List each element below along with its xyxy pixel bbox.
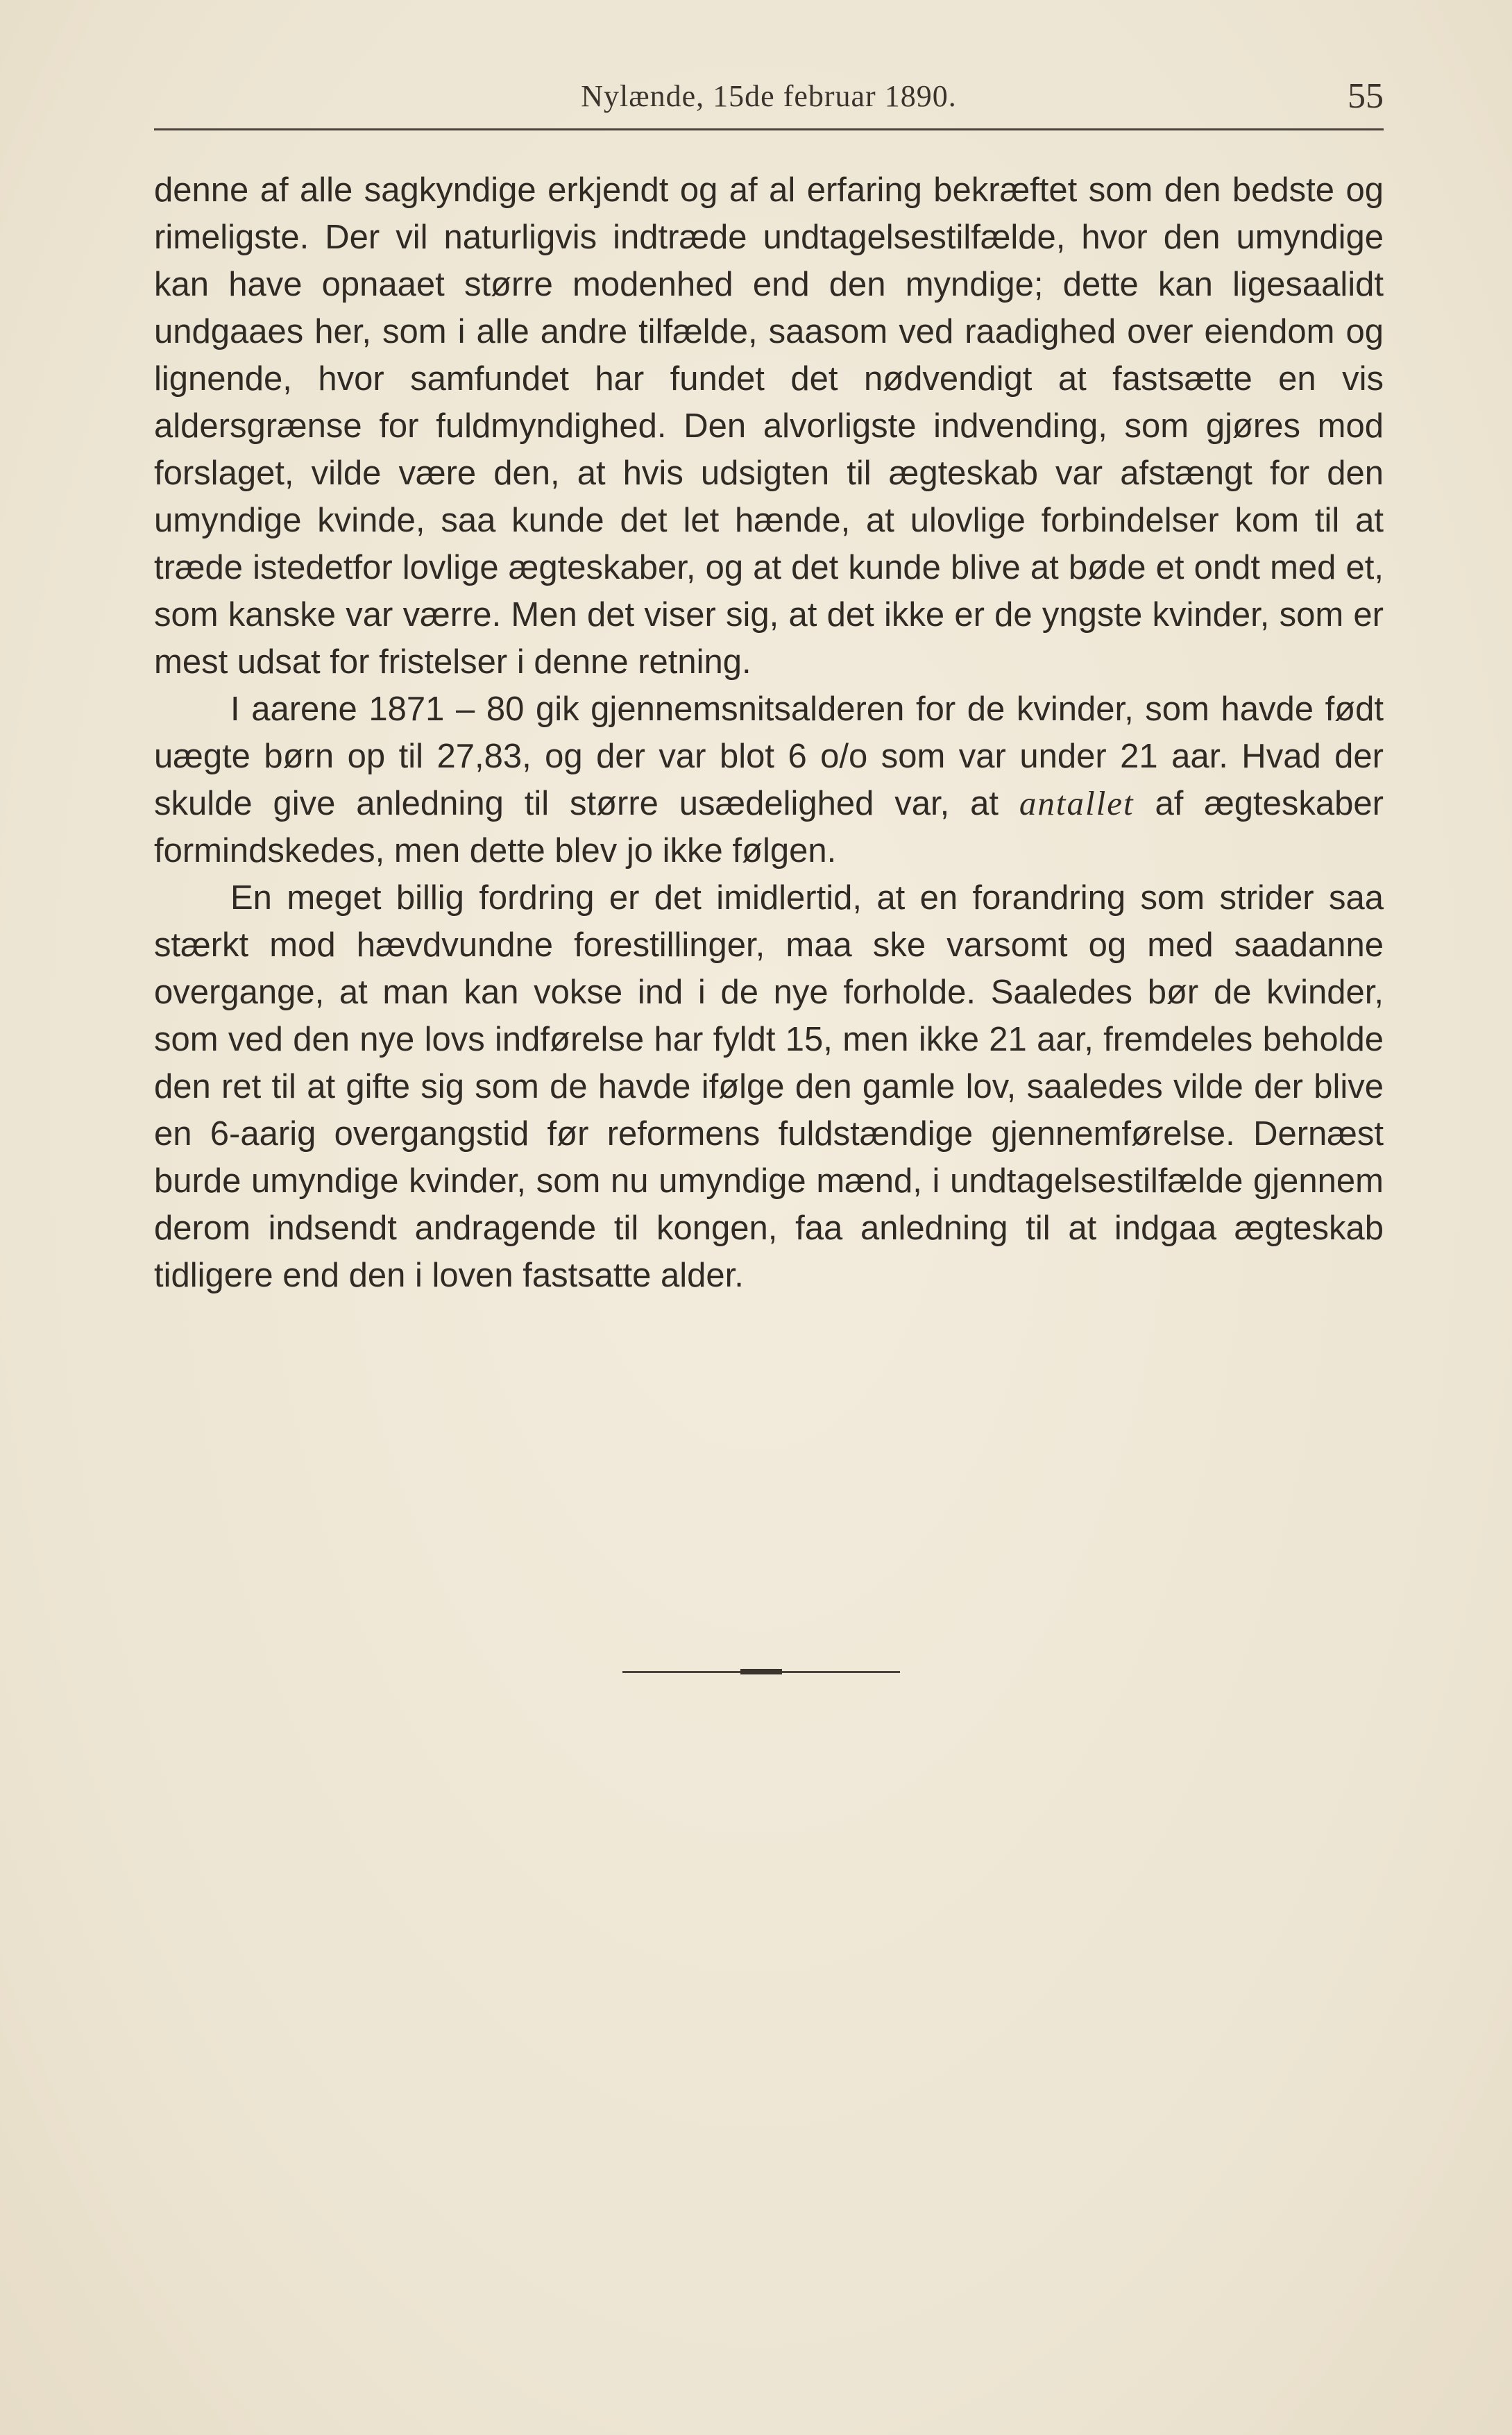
body-text [154,167,1384,1299]
text-segment: af ægteskaber formindskedes, men dette blev jo ikke følgen. [154,785,1384,869]
emphasized-word: antallet [1019,784,1135,822]
page-header [154,73,1384,130]
divider-ornament [740,1669,782,1674]
text-segment: denne af alle sagkyndige erkjendt og af al erfaring bekræftet som den bedste og rimeligste. Der vil naturligvis indtræde undtagelsestilfælde, hvor den umyndige kan have opnaaet større modenhed end den myndige; dette kan ligesaalidt undgaaes her, som i alle andre tilfælde, saasom ved raadighed over eiendom og lignende, hvor samfundet har fundet det nødvendigt at fastsætte en vis aldersgrænse for fuldmyndighed. Den alvorligste indvending, som gjøres mod forslaget, vilde være den, at hvis udsigten til ægteskab var afstængt for den umyndige kvinde, saa kunde det let hænde, at ulovlige forbindelser kom til at træde istedetfor lovlige ægteskaber, og at det kunde blive at bøde et ondt med et, som kanske var værre. Men det viser sig, at det ikke er de yngste kvinder, som er mest udsat for fristelser i denne retning. [154,171,1384,681]
paragraph [154,874,1384,1299]
text-segment: I aarene 1871 – 80 gik gjennemsnitsalderen for de kvinder, som havde født uægte børn op til 27,83, og der var blot 6 o/o som var under 21 aar. Hvad der skulde give anledning til større usædelighed var, at [154,690,1384,822]
page-number: 55 [1348,76,1384,116]
running-title: Nylænde, 15de februar 1890. [581,79,957,113]
text-segment: En meget billig fordring er det imidlertid, at en forandring som strider saa stærkt mod hævdvundne forestillinger, maa ske varsomt og med saadanne overgange, at man kan vokse ind i de nye forholde. Saaledes bør de kvinder, som ved den nye lovs indførelse har fyldt 15, men ikke 21 aar, fremdeles beholde den ret til at gifte sig som de havde ifølge den gamle lov, saaledes vilde der blive en 6-aarig overgangstid før reformens fuldstændige gjennemførelse. Dernæst burde umyndige kvinder, som nu umyndige mænd, i undtagelsestilfælde gjennem derom indsendt andragende til kongen, faa anledning til at indgaa ægteskab tidligere end den i loven fastsatte alder. [154,879,1384,1294]
paragraph [154,686,1384,874]
paragraph [154,167,1384,686]
